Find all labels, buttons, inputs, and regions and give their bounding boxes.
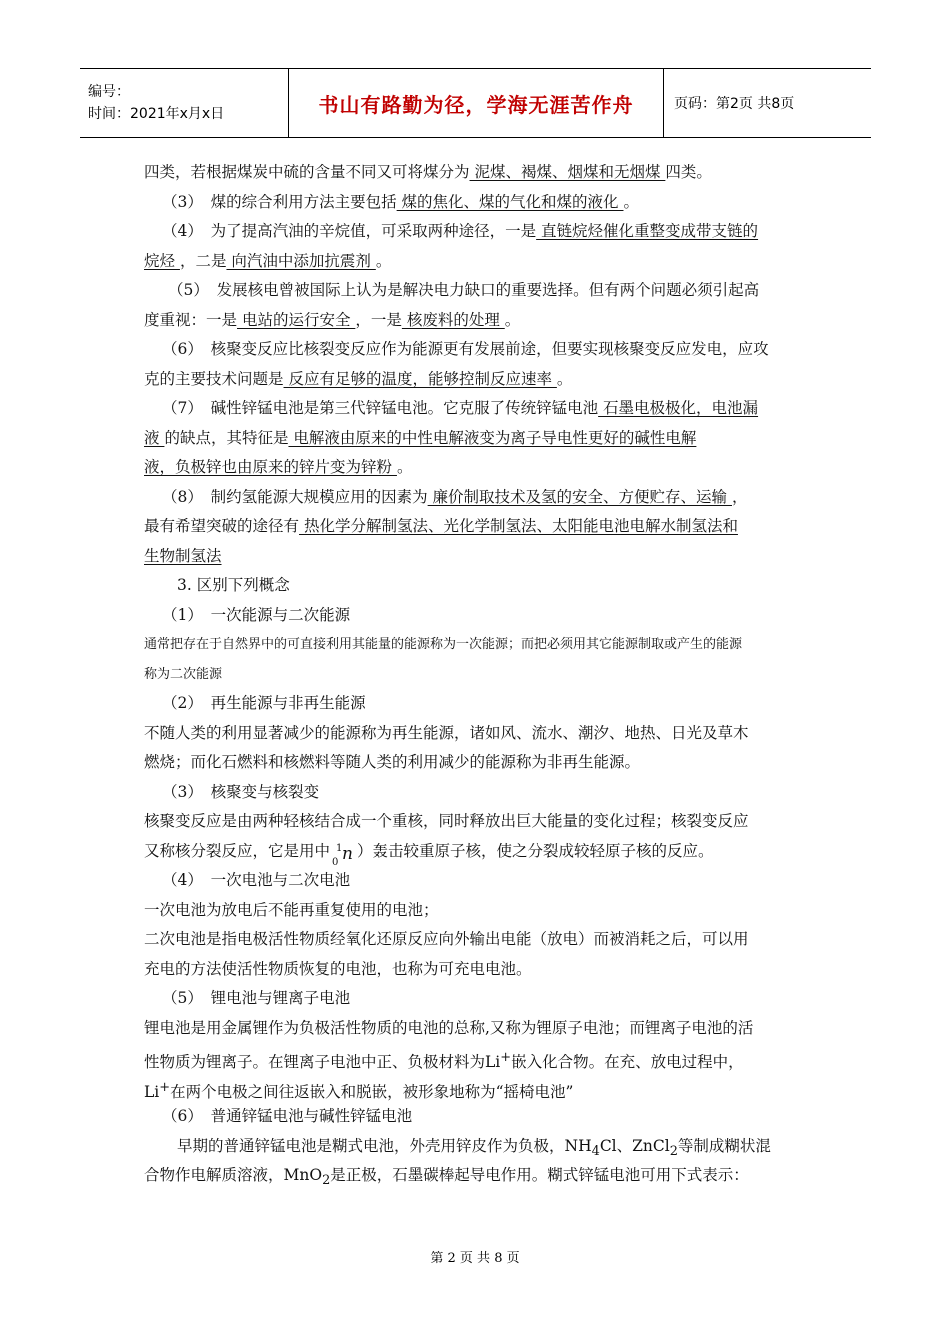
text-line: 生物制氢法 [144, 546, 222, 565]
header-motto [289, 69, 664, 137]
page-footer: 第 2 页 共 8 页 [430, 1251, 520, 1266]
code-label: 编号： [88, 84, 130, 100]
text-line: （6） 核聚变反应比核裂变反应作为能源更有发展前途，但要实现核聚变反应发电，应攻 [162, 340, 769, 358]
text-line: 液，负极锌也由原来的锌片变为锌粉 。 [144, 458, 413, 476]
text-line: 核聚变反应是由两种轻核结合成一个重核，同时释放出巨大能量的变化过程；核裂变反应 [144, 812, 749, 830]
text-line: （3） 煤的综合利用方法主要包括 煤的焦化、煤的气化和煤的液化 。 [162, 192, 639, 211]
subheading: （2） 再生能源与非再生能源 [162, 694, 366, 712]
header-meta [80, 69, 289, 137]
date-label: 时间：2021年x月x日 [88, 106, 225, 122]
subheading: （5） 锂电池与锂离子电池 [162, 989, 351, 1007]
text-line: （8） 制约氢能源大规模应用的因素为 廉价制取技术及氢的安全、方便贮存、运输 ， [162, 487, 748, 506]
subheading: （4） 一次电池与二次电池 [162, 871, 351, 889]
text-line: 最有希望突破的途径有 热化学分解制氢法、光化学制氢法、太阳能电池电解水制氢法和 [144, 517, 738, 535]
text-line: 液 的缺点，其特征是 电解液由原来的中性电解液变为离子导电性更好的碱性电解 [144, 428, 697, 447]
text-line: 四类，若根据煤炭中硫的含量不同又可将煤分为 泥煤、褐煤、烟煤和无烟煤 四类。 [144, 163, 712, 181]
text-line: 又称核分裂反应，它是用中 1 0 n ）轰击较重原子核，使之分裂成较轻原子核的反应。 [144, 841, 714, 868]
text-line: 一次电池为放电后不能再重复使用的电池； [144, 900, 439, 919]
section-heading: 3. 区别下列概念 [177, 576, 290, 594]
text-line: 称为二次能源 [144, 666, 223, 682]
neutron-symbol: 1 0 n [332, 842, 353, 868]
text-line: 克的主要技术问题是 反应有足够的温度，能够控制反应速率 。 [144, 369, 573, 388]
page-label: 页码：第2页 共8页 [674, 96, 795, 112]
text-line: 不随人类的利用显著减少的能源称为再生能源，诸如风、流水、潮汐、地热、日光及草木 [144, 723, 749, 742]
subheading: （6） 普通锌锰电池与碱性锌锰电池 [162, 1107, 413, 1125]
text-line: 二次电池是指电极活性物质经氧化还原反应向外输出电能（放电）而被消耗之后，可以用 [144, 930, 749, 948]
text-line: 合物作电解质溶液，MnO$_2$是正极，石墨碳棒起导电作用。糊式锌锰电池可用下式表示： [144, 1166, 749, 1189]
header-page [664, 69, 871, 137]
text-line: Li+在两个电极之间往返嵌入和脱嵌，被形象地称为“摇椅电池” [144, 1079, 574, 1101]
text-line: 燃烧；而化石燃料和核燃料等随人类的利用减少的能源称为非再生能源。 [144, 753, 641, 771]
subheading: （3） 核聚变与核裂变 [162, 782, 320, 801]
document-body [144, 158, 810, 1191]
text-line: （5） 发展核电曾被国际上认为是解决电力缺口的重要选择。但有两个问题必须引起高 [168, 281, 760, 299]
page-header [80, 68, 871, 138]
text-line: 烷烃 ，二是 向汽油中添加抗震剂 。 [144, 251, 392, 270]
text-line: （7） 碱性锌锰电池是第三代锌锰电池。它克服了传统锌锰电池 石墨电极极化，电池漏 [162, 399, 759, 417]
text-line: （4） 为了提高汽油的辛烷值，可采取两种途径，一是 直链烷烃催化重整变成带支链的 [162, 222, 759, 240]
text-line: 充电的方法使活性物质恢复的电池，也称为可充电电池。 [144, 959, 532, 978]
text-line: 度重视：一是 电站的运行安全 ，一是 核废料的处理 。 [144, 310, 521, 329]
text-line: 锂电池是用金属锂作为负极活性物质的电池的总称,又称为锂原子电池；而锂离子电池的活 [144, 1018, 754, 1037]
text-line: 早期的普通锌锰电池是糊式电池，外壳用锌皮作为负极，$NH_4Cl$、ZnCl$_2$等制成糊状混 [177, 1136, 771, 1159]
motto-text: 书山有路勤为径，学海无涯苦作舟 [318, 92, 634, 117]
text-line: 性物质为锂离子。在锂离子电池中正、负极材料为Li+嵌入化合物。在充、放电过程中， [144, 1050, 744, 1072]
subheading: （1） 一次能源与二次能源 [162, 605, 351, 624]
text-line: 通常把存在于自然界中的可直接利用其能量的能源称为一次能源；而把必须用其它能源制取或产生的能源 [144, 637, 743, 652]
